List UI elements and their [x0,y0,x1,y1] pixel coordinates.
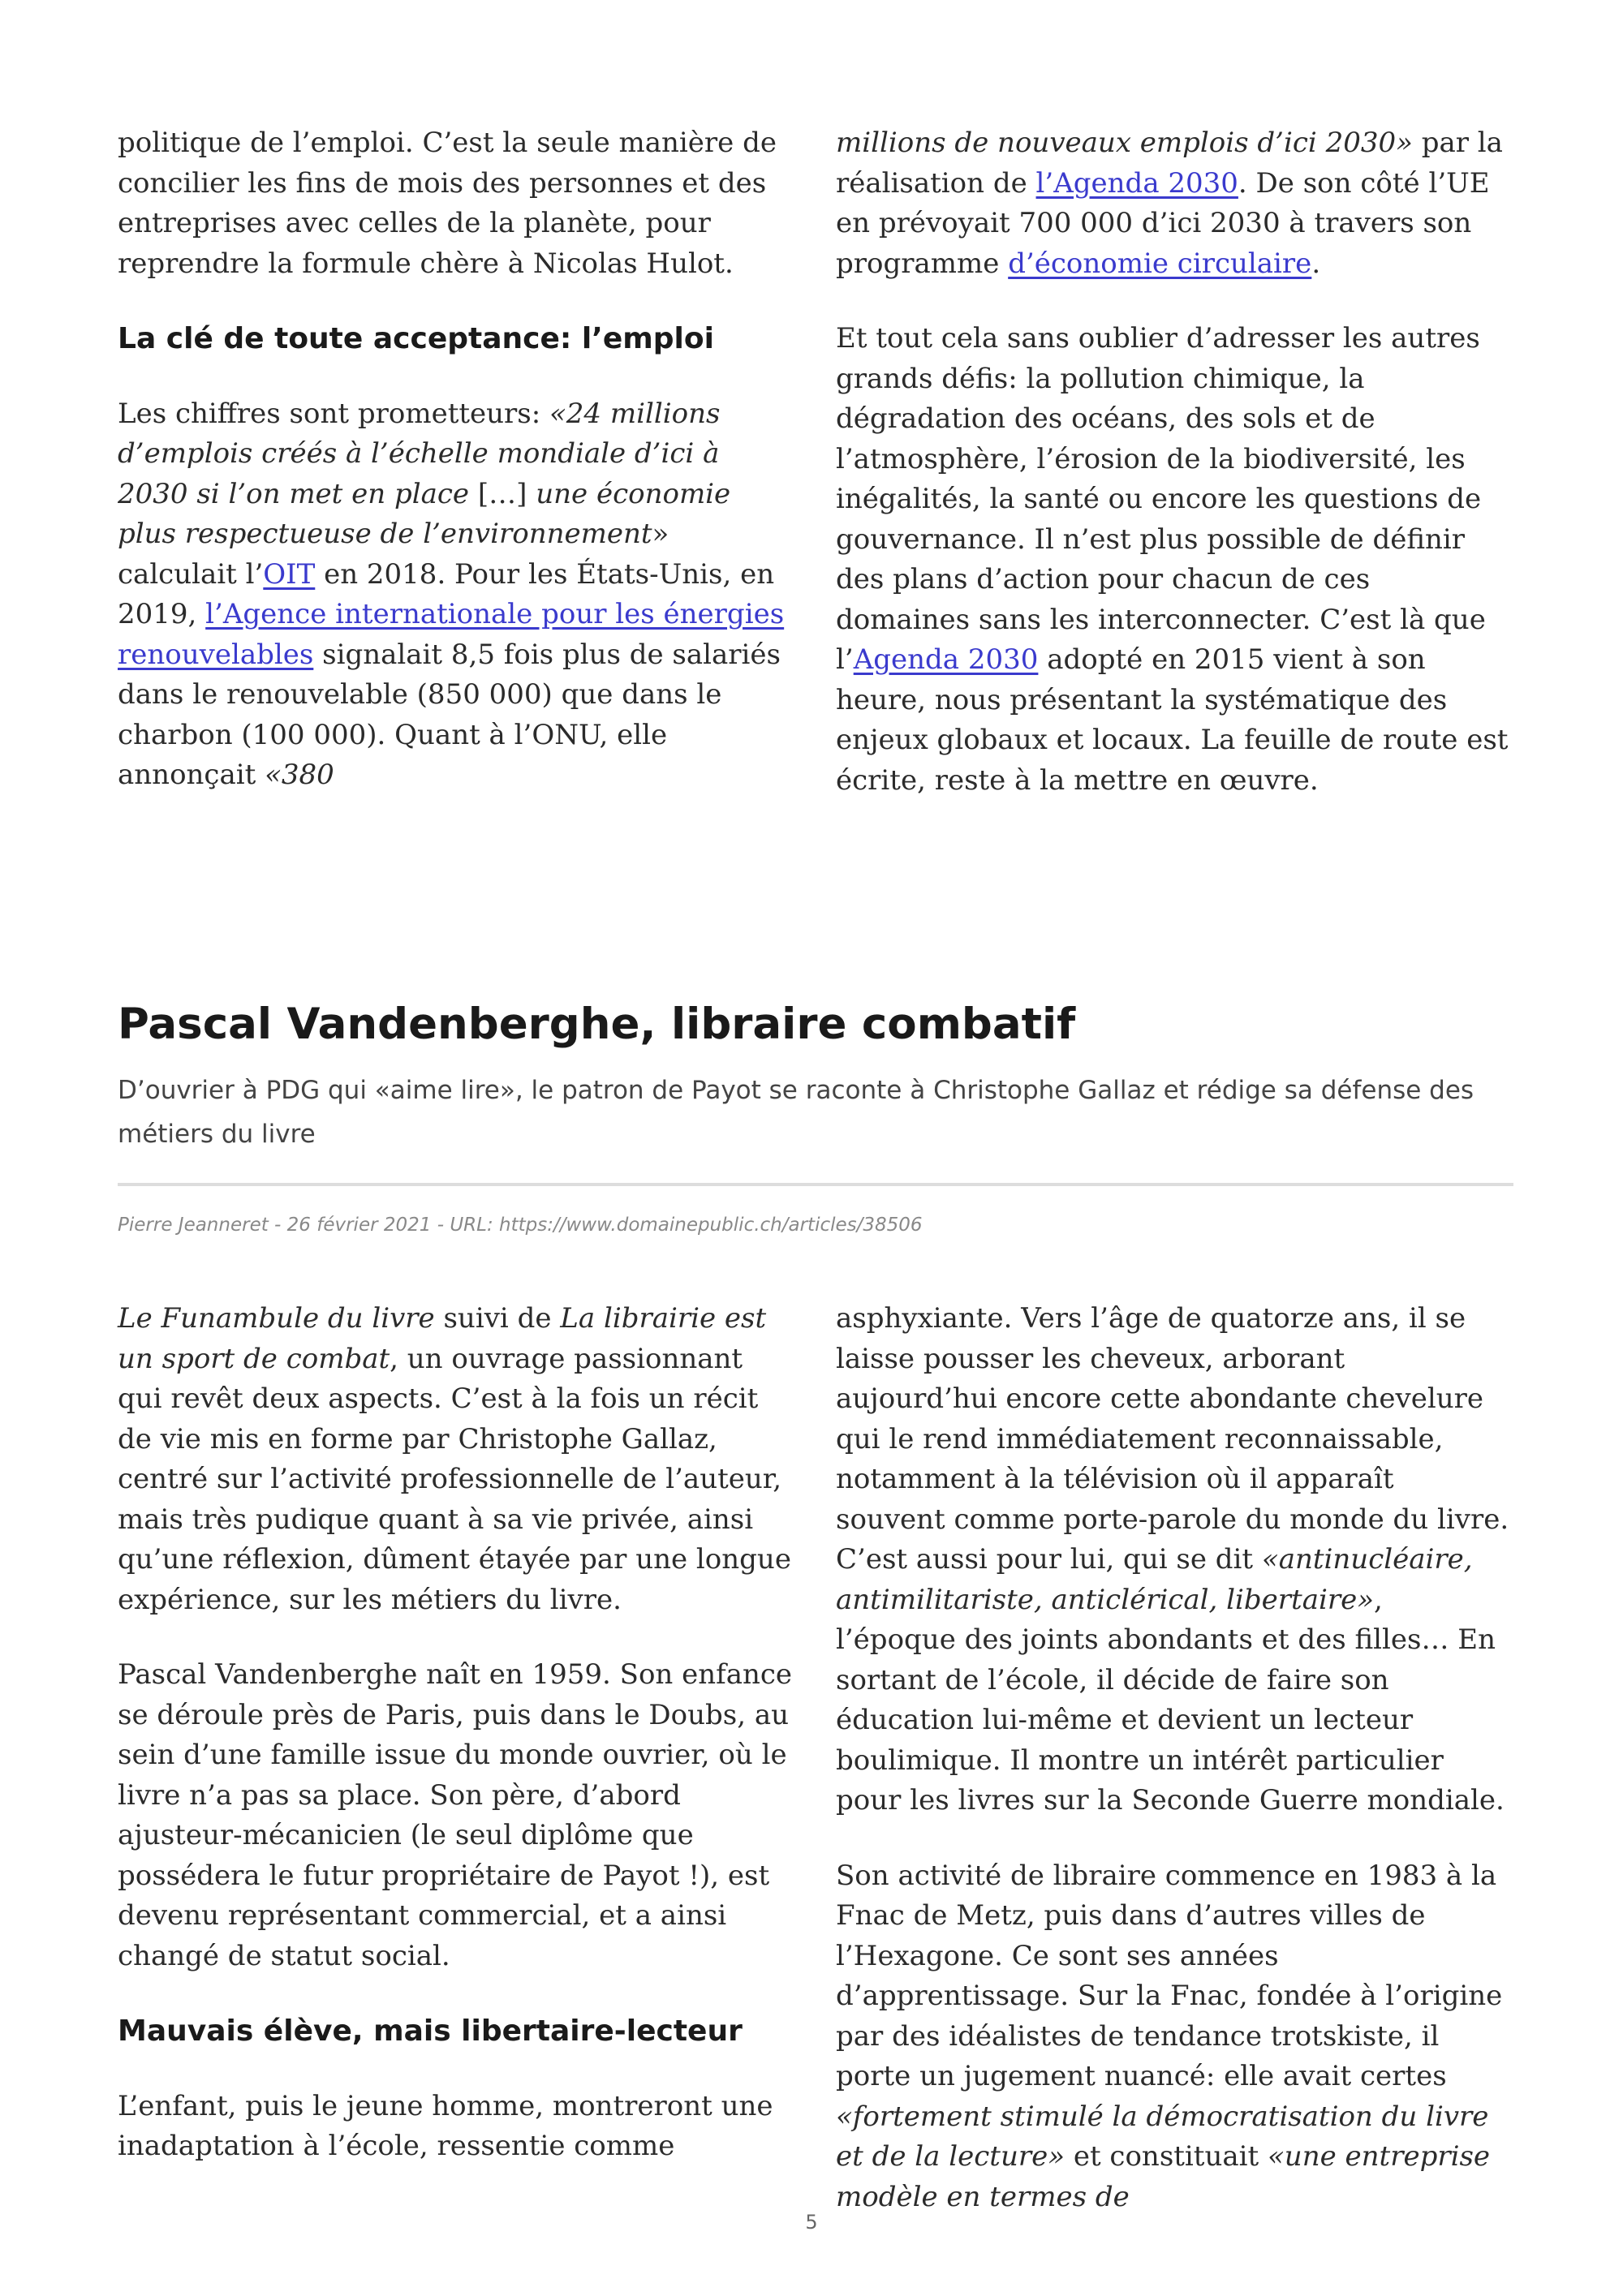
article-paragraph: Son activité de libraire commence en 1983 à la Fnac de Metz, puis dans d’autres villes de l’Hexagone. Ce sont ses années d’apprentissage. Sur la Fnac, fondée à l’origine par des idéalistes de tendance trotskiste, il porte un jugement nuancé: elle avait certes «fortement stimulé la démocratisation du livre et de la lecture» et constituait «une entreprise modèle en termes de [836,1859,1503,2213]
article-paragraph: Pascal Vandenberghe naît en 1959. Son enfance se déroule près de Paris, puis dans le Doubs, au sein d’une famille issue du monde ouvrier, où le livre n’a pas sa place. Son père, d’abord ajusteur-mécanicien (le seul diplôme que possédera le futur propriétaire de Payot !), est devenu représentant commercial, et a ainsi changé de statut social. [118,1658,793,1972]
prev-article-paragraph: Et tout cela sans oublier d’adresser les autres grands défis: la pollution chimique, la dégradation des océans, des sols et de l’atmosphère, l’érosion de la biodiversité, les inégalités, la santé ou encore les questions de gouvernance. Il n’est plus possible de définir des plans d’action pour chacun de ces domaines sans les interconnecter. C’est là que l’Agenda 2030 adopté en 2015 vient à son heure, nous présentant la systématique des enjeux globaux et locaux. La feuille de route est écrite, reste à la mettre en œuvre. [836,322,1509,797]
section-heading: La clé de toute acceptance: l’emploi [118,322,714,355]
article-lead: D’ouvrier à PDG qui «aime lire», le patron de Payot se raconte à Christophe Gallaz et rédige sa défense des métiers du livre [118,1076,1474,1149]
agenda-2030-link[interactable]: l’Agenda 2030 [1035,166,1238,200]
prev-article-left-column [118,123,793,831]
page-number: 5 [805,2211,818,2234]
prev-article-paragraph: politique de l’emploi. C’est la seule manière de concilier les fins de mois des personnes et des entreprises avec celles de la planète, pour reprendre la formule chère à Nicolas Hulot. [118,127,777,280]
article-title: Pascal Vandenberghe, libraire combatif [118,1000,1076,1049]
oit-link[interactable]: OIT [263,557,316,591]
prev-article-right-column [836,123,1511,836]
prev-article-paragraph: millions de nouveaux emplois d’ici 2030» par la réalisation de l’Agenda 2030. De son côté l’UE en prévoyait 700 000 d’ici 2030 à travers son programme d’économie circulaire. [836,127,1503,280]
article-paragraph: Le Funambule du livre suivi de La librairie est un sport de combat, un ouvrage passionnant qui revêt deux aspects. C’est à la fois un récit de vie mis en forme par Christophe Gallaz, centré sur l’activité professionnelle de l’auteur, mais très pudique quant à sa vie privée, ainsi qu’une réflexion, dûment étayée par une longue expérience, sur les métiers du livre. [118,1302,791,1616]
article-byline: Pierre Jeanneret - 26 février 2021 - URL: https://www.domainepublic.ch/articles/38506 [118,1215,923,1236]
header-divider [118,1183,1513,1186]
section-heading: Mauvais élève, mais libertaire-lecteur [118,2014,743,2048]
prev-article-paragraph: Les chiffres sont prometteurs: «24 millions d’emplois créés à l’échelle mondiale d’ici à 2030 si l’on met en place […] une économie plus respectueuse de l’environnement» calculait l’OIT en 2018. Pour les États-Unis, en 2019, l’Agence internationale pour les énergies renouvelables signalait 8,5 fois plus de salariés dans le renouvelable (850 000) que dans le charbon (100 000). Quant à l’ONU, elle annonçait «380 [118,397,785,791]
article-left-column [118,1299,793,2202]
irena-link[interactable]: l’Agence internationale pour les énergies renouvelables [118,598,785,671]
article-paragraph: asphyxiante. Vers l’âge de quatorze ans, il se laisse pousser les cheveux, arborant aujourd’hui encore cette abondante chevelure qui le rend immédiatement reconnaissable, notamment à la télévision où il apparaît souvent comme porte-parole du monde du livre. C’est aussi pour lui, qui se dit «antinucléaire, antimilitariste, anticlérical, libertaire», l’époque des joints abondants et des filles… En sortant de l’école, il décide de faire son éducation lui-même et devient un lecteur boulimique. Il montre un intérêt particulier pour les livres sur la Seconde Guerre mondiale. [836,1302,1509,1817]
article-right-column [836,1299,1511,2252]
article-paragraph: L’enfant, puis le jeune homme, montreront une inadaptation à l’école, ressentie comme [118,2089,773,2162]
economie-circulaire-link[interactable]: d’économie circulaire [1008,247,1312,280]
agenda-2030-link[interactable]: Agenda 2030 [853,643,1039,676]
